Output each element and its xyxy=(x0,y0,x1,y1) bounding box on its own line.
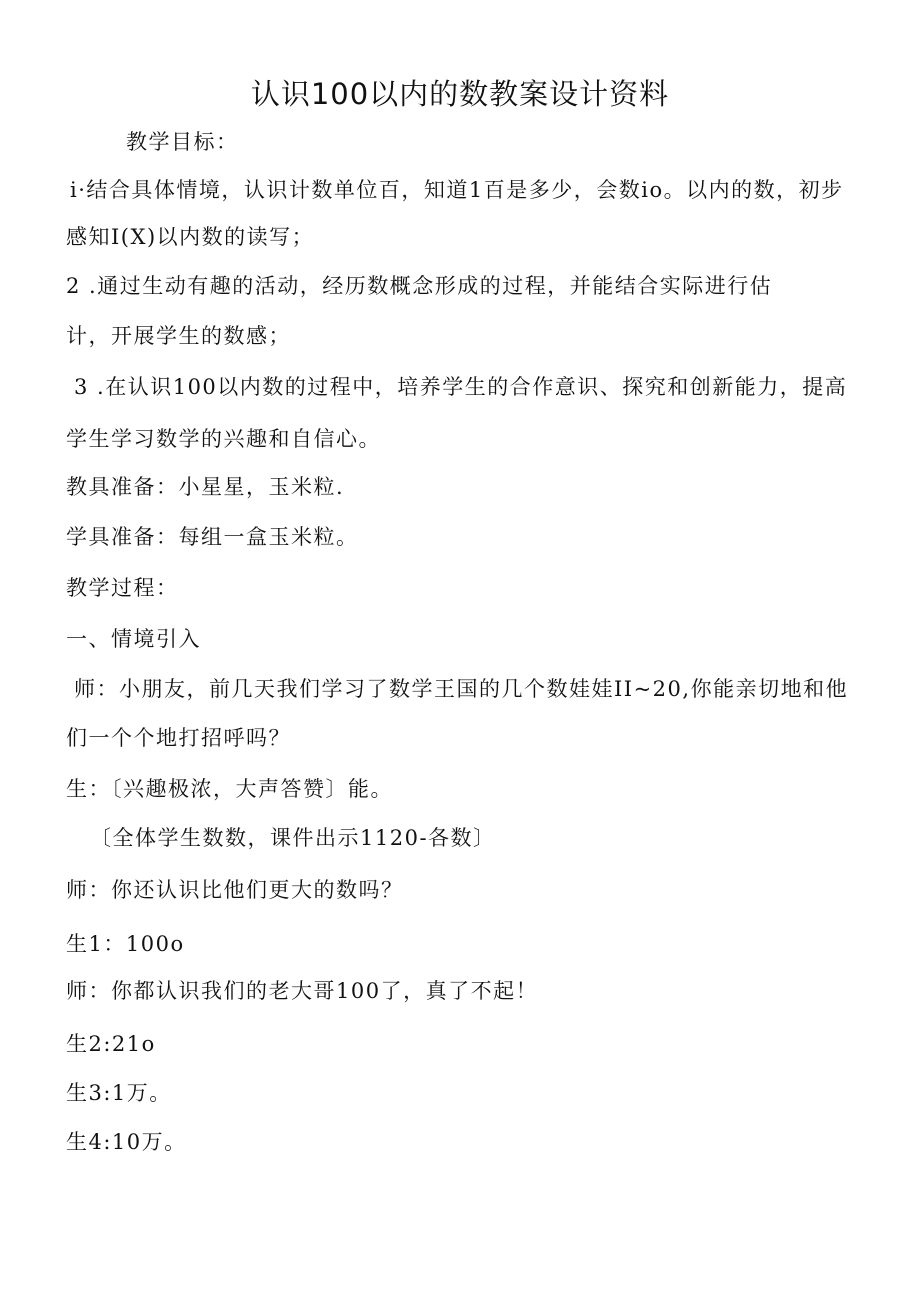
objective-1-line-1: i·结合具体情境，认识计数单位百，知道1百是多少，会数io。以内的数，初步 xyxy=(70,178,844,202)
objective-3-line-2: 学生学习数学的兴趣和自信心。 xyxy=(66,427,381,451)
dialogue-teacher-2: 师：你还认识比他们更大的数吗？ xyxy=(66,878,404,902)
student-materials: 学具准备：每组一盒玉米粒。 xyxy=(66,525,359,549)
objective-2-line-2: 计，开展学生的数感； xyxy=(66,324,291,348)
subsection-heading-intro: 一、情境引入 xyxy=(66,627,201,651)
objective-1-line-2: 感知I(X)以内数的读写； xyxy=(66,225,315,249)
objective-2-line-1: 2 .通过生动有趣的活动，经历数概念形成的过程，并能结合实际进行估 xyxy=(66,274,773,298)
dialogue-student-reply: 生：〔兴趣极浓，大声答赞〕能。 xyxy=(66,777,393,801)
document-title: 认识100以内的数教案设计资料 xyxy=(250,77,670,111)
teaching-aids: 教具准备：小星星，玉米粒. xyxy=(66,475,345,499)
dialogue-teacher-1-line-1: 师：小朋友，前几天我们学习了数学王国的几个数娃娃II~20,你能亲切地和他 xyxy=(74,677,849,701)
dialogue-teacher-3: 师：你都认识我们的老大哥100了，真了不起！ xyxy=(66,979,539,1003)
dialogue-student-4: 生4:10万。 xyxy=(66,1130,187,1154)
stage-direction: 〔全体学生数数，课件出示1120-各数〕 xyxy=(90,826,496,850)
dialogue-student-3: 生3:1万。 xyxy=(66,1081,172,1105)
dialogue-student-2: 生2:21o xyxy=(66,1032,156,1056)
section-heading-process: 教学过程： xyxy=(66,576,179,600)
dialogue-student-1: 生1：100o xyxy=(66,932,185,956)
section-heading-objectives: 教学目标： xyxy=(126,130,239,154)
objective-3-line-1: 3 .在认识100以内数的过程中，培养学生的合作意识、探究和创新能力，提高 xyxy=(74,375,848,399)
dialogue-teacher-1-line-2: 们一个个地打招呼吗？ xyxy=(66,726,291,750)
